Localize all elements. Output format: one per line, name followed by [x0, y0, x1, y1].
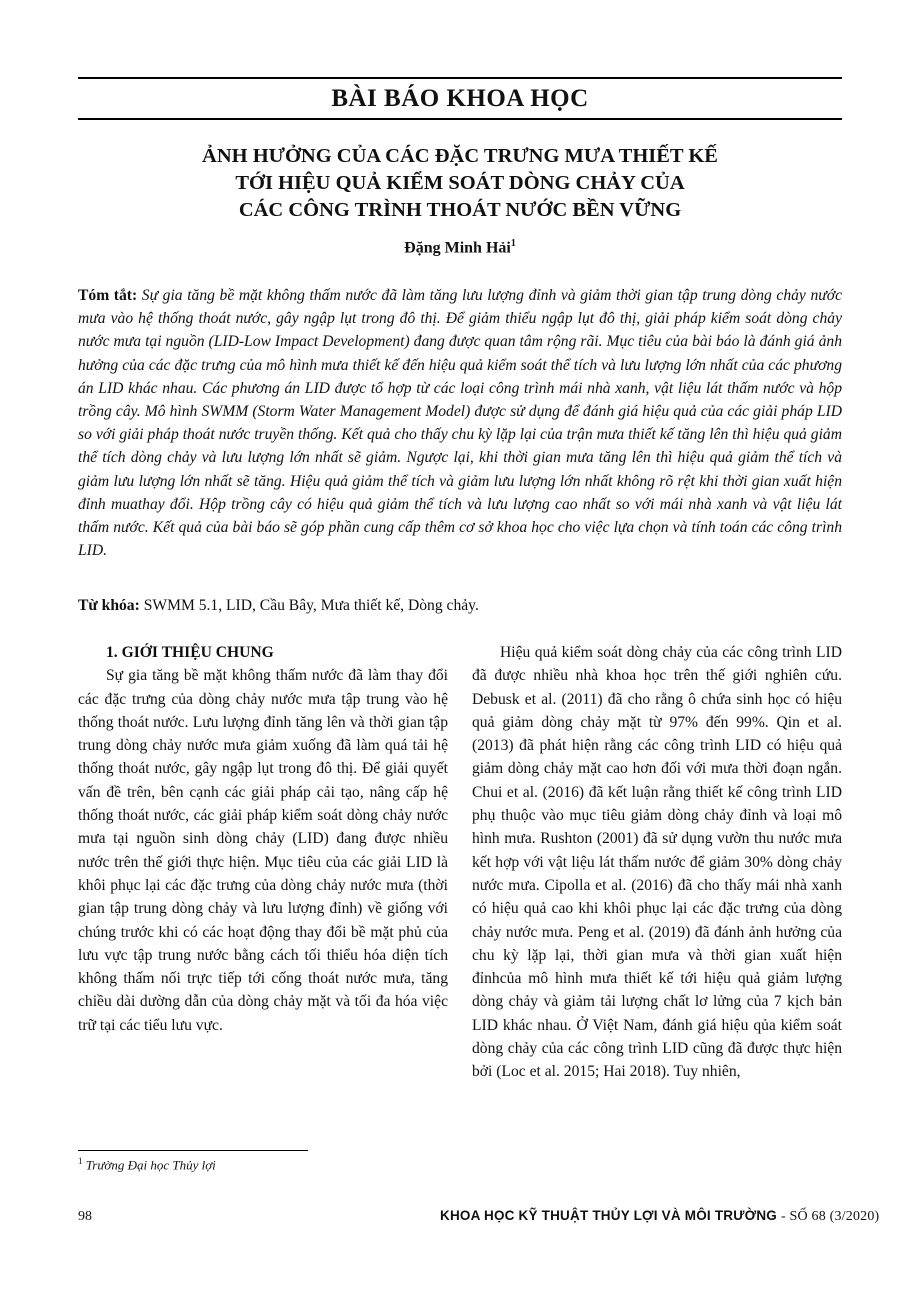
- author-line: [78, 238, 842, 257]
- journal-issue: - SỐ 68 (3/2020): [780, 1209, 880, 1224]
- abstract: [78, 284, 842, 562]
- article-title: [120, 143, 800, 224]
- footnote-text: Trường Đại học Thủy lợi: [85, 1157, 216, 1173]
- header-top-rule: [78, 77, 842, 79]
- footnote-mark: 1: [78, 1156, 83, 1166]
- section-heading-introduction: 1. GIỚI THIỆU CHUNG: [106, 644, 274, 661]
- keywords-label: Từ khóa:: [78, 597, 140, 614]
- keywords: [78, 594, 842, 617]
- body-column-left: [78, 641, 448, 1037]
- title-line-3: CÁC CÔNG TRÌNH THOÁT NƯỚC BỀN VỮNG: [238, 199, 682, 221]
- abstract-label: Tóm tắt:: [78, 287, 138, 304]
- journal-name: KHOA HỌC KỸ THUẬT THỦY LỢI VÀ MÔI TRƯỜNG: [440, 1208, 777, 1223]
- section-label: BÀI BÁO KHOA HỌC: [331, 85, 589, 112]
- body-column-right: [472, 641, 842, 1084]
- author-affiliation-mark: 1: [510, 238, 516, 249]
- title-line-2: TỚI HIỆU QUẢ KIỂM SOÁT DÒNG CHẢY CỦA: [235, 172, 685, 194]
- footnote: [78, 1156, 448, 1173]
- title-line-1: ẢNH HƯỞNG CỦA CÁC ĐẶC TRƯNG MƯA THIẾT KẾ: [202, 145, 718, 167]
- footnote-rule: [78, 1150, 308, 1151]
- author-name: Đặng Minh Hải: [404, 239, 511, 257]
- keywords-text: SWMM 5.1, LID, Cầu Bây, Mưa thiết kế, Dòng chảy.: [143, 597, 479, 614]
- journal-footer: [440, 1208, 880, 1225]
- page-number: 98: [78, 1209, 92, 1224]
- abstract-text: Sự gia tăng bề mặt không thấm nước đã làm tăng lưu lượng đỉnh và giảm thời gian tập trung dòng chảy nước mưa vào hệ thống thoát nước, gây ngập lụt trong đô thị. Để giảm thiểu ngập lụt đô thị, giải pháp kiểm soát dòng chảy nước mưa tại nguồn (LID-Low Impact Development) đang được quan tâm rộng rãi. Mục tiêu của bài báo là đánh giá ảnh hưởng của các đặc trưng của mô hình mưa thiết kế đến hiệu quả kiểm soát thể tích và lưu lượng lớn nhất của các phương án LID khác nhau. Các phương án LID được tổ hợp từ các loại công trình mái nhà xanh, vật liệu lát thấm nước và hộp trồng cây. Mô hình SWMM (Storm Water Management Model) được sử dụng để đánh giá hiệu quả của các giải pháp LID so với giải pháp thoát nước truyền thống. Kết quả cho thấy chu kỳ lặp lại của trận mưa thiết kế tăng lên thì hiệu quả giảm thể tích dòng chảy và lưu lượng lớn nhất sẽ giảm. Ngược lại, khi thời gian mưa tăng lên thì hiệu quả giảm thể tích và giảm lưu lượng lớn nhất sẽ tăng. Hiệu quả giảm thể tích và giảm lưu lượng lớn nhất không rõ rệt khi thời gian xuất hiện đỉnh muathay đổi. Hộp trồng cây có hiệu quả giảm thể tích và lưu lượng cao nhất so với mái nhà xanh và vật liệu lát thấm nước. Kết quả của bài báo sẽ góp phần cung cấp thêm cơ sở khoa học cho việc lựa chọn và tính toán các công trình LID.: [78, 287, 842, 560]
- body-paragraph-left: Sự gia tăng bề mặt không thấm nước đã làm thay đổi các đặc trưng của dòng chảy nước mưa tập trung vào hệ thống thoát nước. Lưu lượng đỉnh tăng lên và thời gian tập trung dòng chảy nước mưa giảm xuống đã làm quá tải hệ thống thoát nước, gây ngập lụt trong đô thị. Để giải quyết vấn đề trên, bên cạnh các giải pháp cải tạo, nâng cấp hệ thống thoát nước, các giải pháp kiểm soát dòng chảy nước mưa tại nguồn sinh dòng chảy (LID) đang được nhiều nước trên thế giới thực hiện. Mục tiêu của các giải LID là khôi phục lại các đặc trưng của dòng chảy nước mưa (thời gian tập trung dòng chảy và lưu lượng đỉnh) về giống với chúng trước khi có các hoạt động thay đổi bề mặt phủ của lưu vực tập trung nước bằng cách tối thiểu hóa diện tích không thấm nối trực tiếp tới cống thoát nước mưa, tăng chiều dài dường dẫn của dòng chảy mặt và tối đa hóa việc trữ tại các tiểu lưu vực.: [78, 667, 448, 1034]
- body-paragraph-right: Hiệu quả kiểm soát dòng chảy của các công trình LID đã được nhiều nhà khoa học trên thế giới nghiên cứu. Debusk et al. (2011) đã cho rằng ô chứa sinh học có hiệu quả giảm dòng chảy mặt từ 97% đến 99%. Qin et al. (2013) đã phát hiện rằng các công trình LID có hiệu quả giảm dòng chảy mặt cao hơn đối với mưa thời đoạn ngắn. Chui et al. (2016) đã kết luận rằng thiết kế công trình LID phụ thuộc vào mục tiêu giảm dòng chảy đỉnh và loại mô hình mưa. Rushton (2001) đã sử dụng vườn thu nước mưa kết hợp với vật liệu lát thấm nước để giảm 30% dòng chảy nước mưa. Cipolla et al. (2016) đã cho thấy mái nhà xanh có hiệu quả cao khi khôi phục lại các đặc trưng của dòng chảy nước mưa. Peng et al. (2019) đã đánh ảnh hưởng của chu kỳ lặp lại, thời gian mưa và thời gian xuất hiện đỉnhcủa mô hình mưa thiết kế tới hiệu quả giảm lượng dòng chảy và giảm tải lượng chất lơ lửng của 7 kịch bản LID khác nhau. Ở Việt Nam, đánh giá hiệu qủa kiểm soát dòng chảy của các công trình LID cũng đã được thực hiện bởi (Loc et al. 2015; Hai 2018). Tuy nhiên,: [472, 644, 842, 1081]
- header-bottom-rule: [78, 118, 842, 120]
